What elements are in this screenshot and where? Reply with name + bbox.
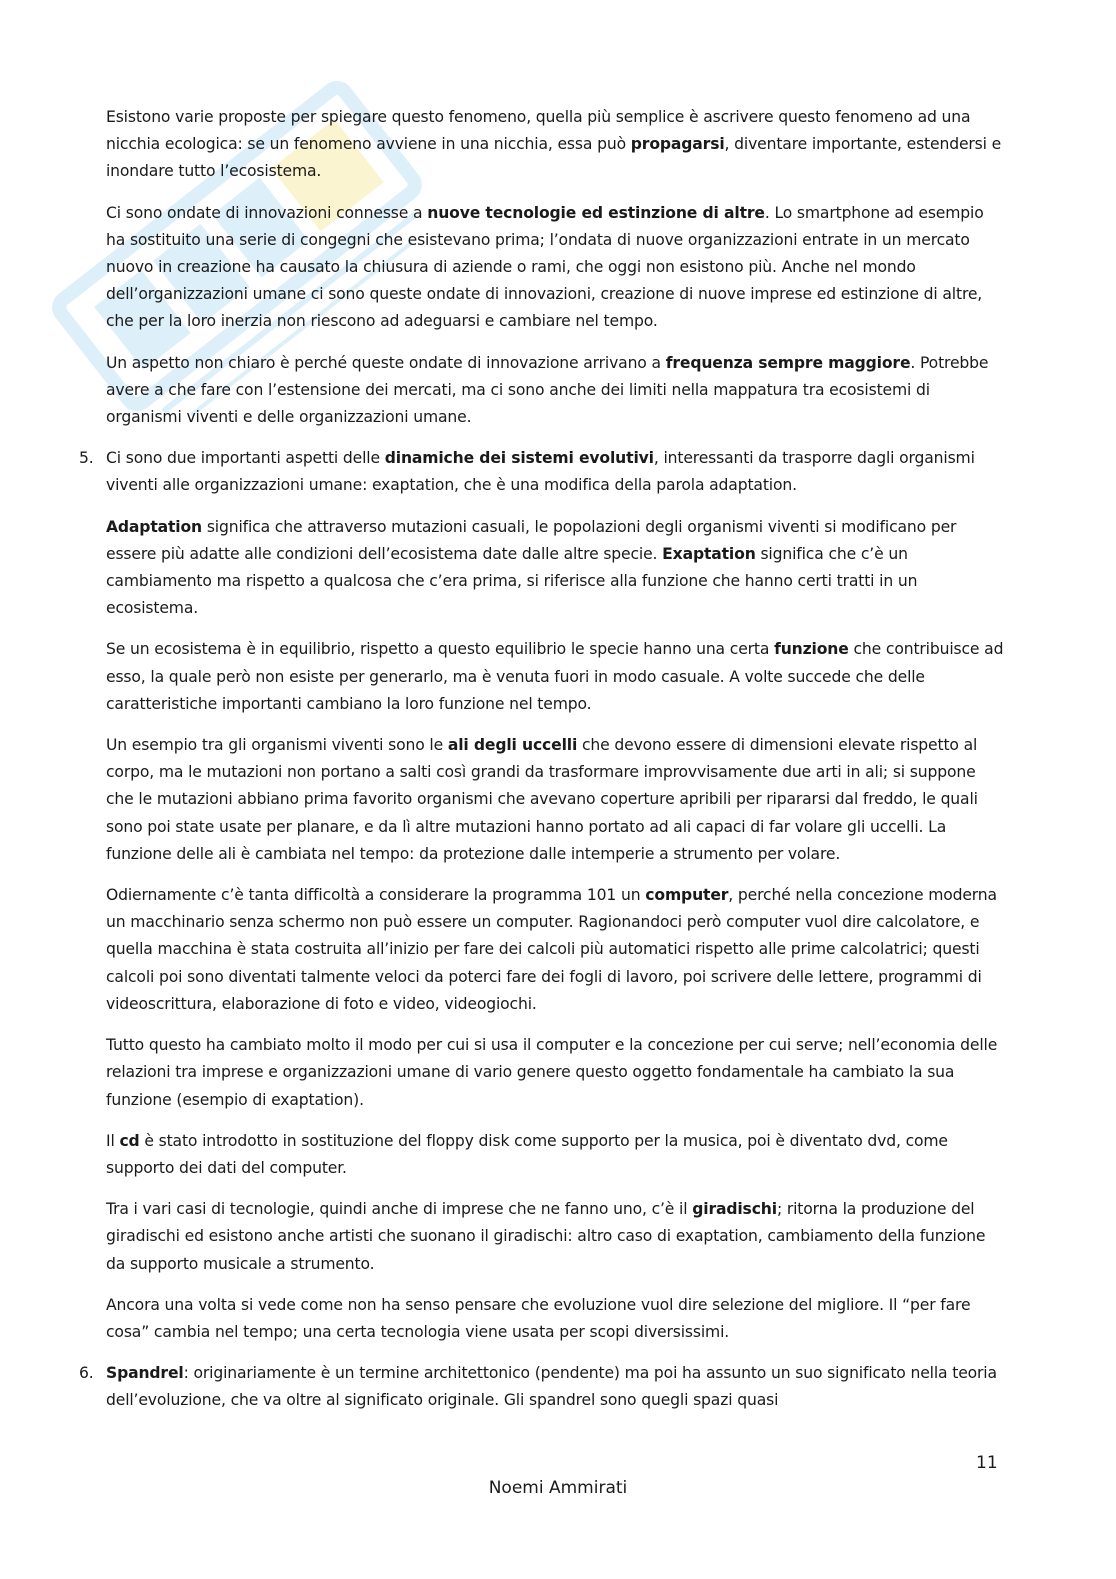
paragraph: Ancora una volta si vede come non ha senso pensare che evoluzione vuol dire selezione del migliore. Il “per fare cosa” cambia nel tempo; una certa tecnologia viene usata per scopi diversissimi.: [106, 1295, 971, 1341]
paragraph: Tra i vari casi di tecnologie, quindi anche di imprese che ne fanno uno, c’è il giradischi; ritorna la produzione del giradischi ed esistono anche artisti che suonano il giradischi: altro caso di exaptation, cambiamento della funzione da supporto musicale a strumento.: [106, 1200, 986, 1273]
footer-author: Noemi Ammirati: [488, 1478, 628, 1498]
paragraph: Il cd è stato introdotto in sostituzione del floppy disk come supporto per la musica, poi è diventato dvd, come supporto dei dati del computer.: [106, 1131, 948, 1177]
document-body: [79, 104, 1006, 1429]
paragraph: Se un ecosistema è in equilibrio, rispetto a questo equilibrio le specie hanno una certa funzione che contribuisce ad esso, la quale però non esiste per generarlo, ma è venuta fuori in modo casuale. A volte succede che delle caratteristiche importanti cambiano la loro funzione nel tempo.: [106, 640, 1004, 713]
list-number: 5.: [79, 449, 94, 468]
paragraph: Un esempio tra gli organismi viventi sono le ali degli uccelli che devono essere di dimensioni elevate rispetto al corpo, ma le mutazioni non portano a salti così grandi da trasformare improvvisamente due arti in ali; si suppone che le mutazioni abbiano prima favorito organismi che avevano coperture apribili per ripararsi dal freddo, le quali sono poi state usate per planare, e da lì altre mutazioni hanno portato ad ali capaci di far volare gli uccelli. La funzione delle ali è cambiata nel tempo: da protezione dalle intemperie a strumento per volare.: [106, 736, 978, 863]
paragraph: Tutto questo ha cambiato molto il modo per cui si usa il computer e la concezione per cui serve; nell’economia delle relazioni tra imprese e organizzazioni umane di vario genere questo oggetto fondamentale ha cambiato la sua funzione (esempio di exaptation).: [106, 1036, 998, 1109]
paragraph: Adaptation significa che attraverso mutazioni casuali, le popolazioni degli organismi viventi si modificano per essere più adatte alle condizioni dell’ecosistema date dalle altre specie. Exaptation significa che c’è un cambiamento ma rispetto a qualcosa che c’era prima, si riferisce alla funzione che hanno certi tratti in un ecosistema.: [106, 517, 957, 618]
list-number: 6.: [79, 1364, 94, 1383]
paragraph: Un aspetto non chiaro è perché queste ondate di innovazione arrivano a frequenza sempre maggiore. Potrebbe avere a che fare con l’estensione dei mercati, ma ci sono anche dei limiti nella mappatura tra ecosistemi di organismi viventi e delle organizzazioni umane.: [106, 353, 989, 427]
list-item-6: 6. Spandrel: originariamente è un termine architettonico (pendente) ma poi ha assunto un suo significato nella teoria dell’evoluzione, che va oltre al significato originale. Gli spandrel sono quegli spazi quasi: [106, 1360, 1006, 1414]
paragraph: Odiernamente c’è tanta difficoltà a considerare la programma 101 un computer, perché nella concezione moderna un macchinario senza schermo non può essere un computer. Ragionandoci però computer vuol dire calcolatore, e quella macchina è stata costruita all’inizio per fare dei calcoli più automatici rispetto alle prime calcolatrici; questi calcoli poi sono diventati talmente veloci da poterci fare dei fogli di lavoro, poi scrivere delle lettere, programmi di videoscrittura, elaborazione di foto e video, videogiochi.: [106, 886, 997, 1013]
paragraph: Esistono varie proposte per spiegare questo fenomeno, quella più semplice è ascrivere questo fenomeno ad una nicchia ecologica: se un fenomeno avviene in una nicchia, essa può propagarsi, diventare importante, estendersi e inondare tutto l’ecosistema.: [106, 108, 1002, 181]
paragraph: Ci sono ondate di innovazioni connesse a nuove tecnologie ed estinzione di altre. Lo smartphone ad esempio ha sostituito una serie di congegni che esistevano prima; l’ondata di nuove organizzazioni entrate in un mercato nuovo in creazione ha causato la chiusura di aziende o rami, che oggi non esistono più. Anche nel mondo dell’organizzazioni umane ci sono queste ondate di innovazioni, creazione di nuove imprese ed estinzione di altre, che per la loro inerzia non riescono ad adeguarsi e cambiare nel tempo.: [106, 203, 984, 331]
list-item-5: 5. Ci sono due importanti aspetti delle dinamiche dei sistemi evolutivi, interessanti da trasporre dagli organismi viventi alle organizzazioni umane: exaptation, che è una modifica della parola adaptation.: [106, 445, 1006, 499]
page-number: 11: [976, 1453, 998, 1473]
